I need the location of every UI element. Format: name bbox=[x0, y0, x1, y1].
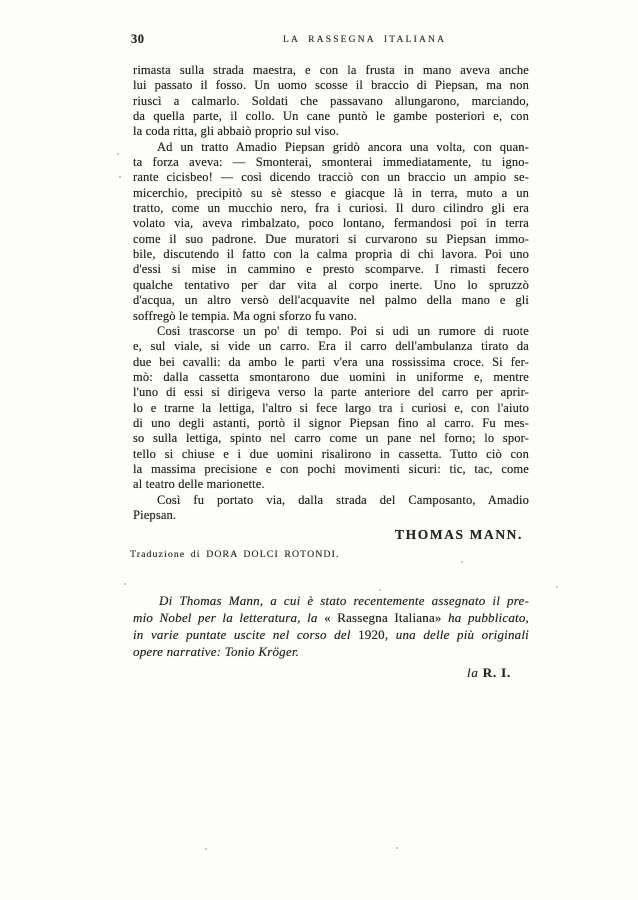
text-line: d'essi si mise in cammino e presto scomparve. I rimasti fecero bbox=[133, 262, 529, 277]
note-line bbox=[133, 609, 529, 626]
note-segment: , una delle più originali bbox=[384, 627, 529, 642]
author-signature: THOMAS MANN. bbox=[395, 527, 523, 542]
note-segment: in varie puntate uscite nel corso del bbox=[133, 627, 359, 642]
text-line: d'acqua, un altro versò dell'acquavite nel palmo della mano e gli bbox=[133, 293, 529, 308]
note-line: opere narrative: Tonio Kröger. bbox=[133, 644, 300, 659]
article-body bbox=[133, 63, 529, 523]
running-header: LA RASSEGNA ITALIANA bbox=[283, 35, 447, 45]
scan-speck bbox=[379, 589, 381, 591]
scan-speck bbox=[119, 176, 121, 178]
text-line: tello si chiuse e i due uomini risalirono in cassetta. Tutto ciò con bbox=[133, 446, 529, 461]
text-line: micerchio, precipitò su sè stesso e giacque là in terra, muto a un bbox=[133, 185, 529, 200]
text-line: Piepsan. bbox=[133, 507, 177, 522]
year-roman: 1920 bbox=[358, 627, 385, 642]
note-segment: ha pubblicato, bbox=[441, 610, 529, 625]
translation-credit bbox=[130, 549, 340, 560]
editorial-signature-la: la bbox=[467, 665, 479, 680]
text-line: come il suo padrone. Due muratori si curvarono su Piepsan immo- bbox=[133, 231, 529, 246]
text-line: la coda ritta, gli abbaiò proprio sul viso. bbox=[133, 124, 340, 139]
text-line: mò: dalla cassetta smontarono due uomini in uniforme e, mentre bbox=[133, 369, 529, 384]
scan-speck bbox=[117, 153, 119, 155]
text-line: riuscì a calmarlo. Soldati che passavano allungarono, marciando, bbox=[133, 93, 529, 108]
text-line: so sulla lettiga, spinto nel carro come un pane nel forno; lo spor- bbox=[133, 431, 529, 446]
text-line: e, sul viale, si vide un carro. Era il carro dell'ambulanza tirato da bbox=[133, 339, 529, 354]
text-line: al teatro delle marionette. bbox=[133, 477, 265, 492]
text-line: soffregò le tempia. Ma ogni sforzo fu vano. bbox=[133, 308, 357, 323]
text-line: lui passato il fosso. Un uomo scosse il braccio di Piepsan, ma non bbox=[133, 78, 529, 93]
text-line: Così trascorse un po' di tempo. Poi si udì un rumore di ruote bbox=[157, 323, 529, 338]
text-line: qualche tentativo per dar vita al corpo inerte. Uno lo spruzzò bbox=[133, 277, 529, 292]
editorial-signature-ri: R. I. bbox=[482, 665, 511, 680]
editorial-note bbox=[133, 592, 529, 660]
text-line: due bei cavalli: da ambo le parti v'era una rossissima croce. Si fer- bbox=[133, 354, 529, 369]
text-line: volato via, aveva rimbalzato, poco lontano, fermandosi poi in terra bbox=[133, 216, 529, 231]
journal-name-roman: « Rassegna Italiana» bbox=[324, 610, 442, 625]
text-line: bile, discutendo il fatto con la calma propria di chi lavora. Poi uno bbox=[133, 247, 529, 262]
translation-prefix: Traduzione di bbox=[130, 549, 201, 560]
text-line: di uno degli astanti, portò il signor Piepsan fino al carro. Fu mes- bbox=[133, 415, 529, 430]
scan-speck bbox=[461, 561, 463, 563]
page-number: 30 bbox=[131, 32, 145, 46]
scan-speck bbox=[124, 583, 126, 585]
text-line: Così fu portato via, dalla strada del Camposanto, Amadio bbox=[157, 492, 529, 507]
text-line: Ad un tratto Amadio Piepsan gridò ancora una volta, con quan- bbox=[157, 139, 529, 154]
scan-speck bbox=[205, 848, 207, 850]
text-line: rimasta sulla strada maestra, e con la frusta in mano aveva anche bbox=[133, 63, 529, 77]
translator-name: DORA DOLCI ROTONDI. bbox=[206, 549, 340, 560]
scan-speck bbox=[556, 586, 558, 588]
note-line: Di Thomas Mann, a cui è stato recentemente assegnato il pre- bbox=[159, 593, 529, 608]
text-line: tratto, come un mucchio nero, fra i curiosi. Il duro cilindro gli era bbox=[133, 201, 529, 216]
text-line: la massima precisione e con pochi movimenti sicuri: tic, tac, come bbox=[133, 461, 529, 476]
text-line: ta forza aveva: — Smonterai, smonterai immediatamente, tu igno- bbox=[133, 155, 529, 170]
note-line bbox=[133, 626, 529, 643]
text-line: rante cicisbeo! — così dicendo tracciò con un braccio un ampio se- bbox=[133, 170, 529, 185]
text-line: l'uno di essi si dirigeva verso la parte anteriore del carro per aprir- bbox=[133, 385, 529, 400]
text-line: da quella parte, il collo. Un cane puntò le gambe posteriori e, con bbox=[133, 109, 529, 124]
scan-speck bbox=[396, 847, 398, 849]
editorial-signature bbox=[133, 665, 511, 681]
text-line: lo e trarne la lettiga, l'altro si fece largo tra i curiosi e, con l'aiuto bbox=[133, 400, 529, 415]
note-segment: mio Nobel per la letteratura, la bbox=[133, 610, 325, 625]
